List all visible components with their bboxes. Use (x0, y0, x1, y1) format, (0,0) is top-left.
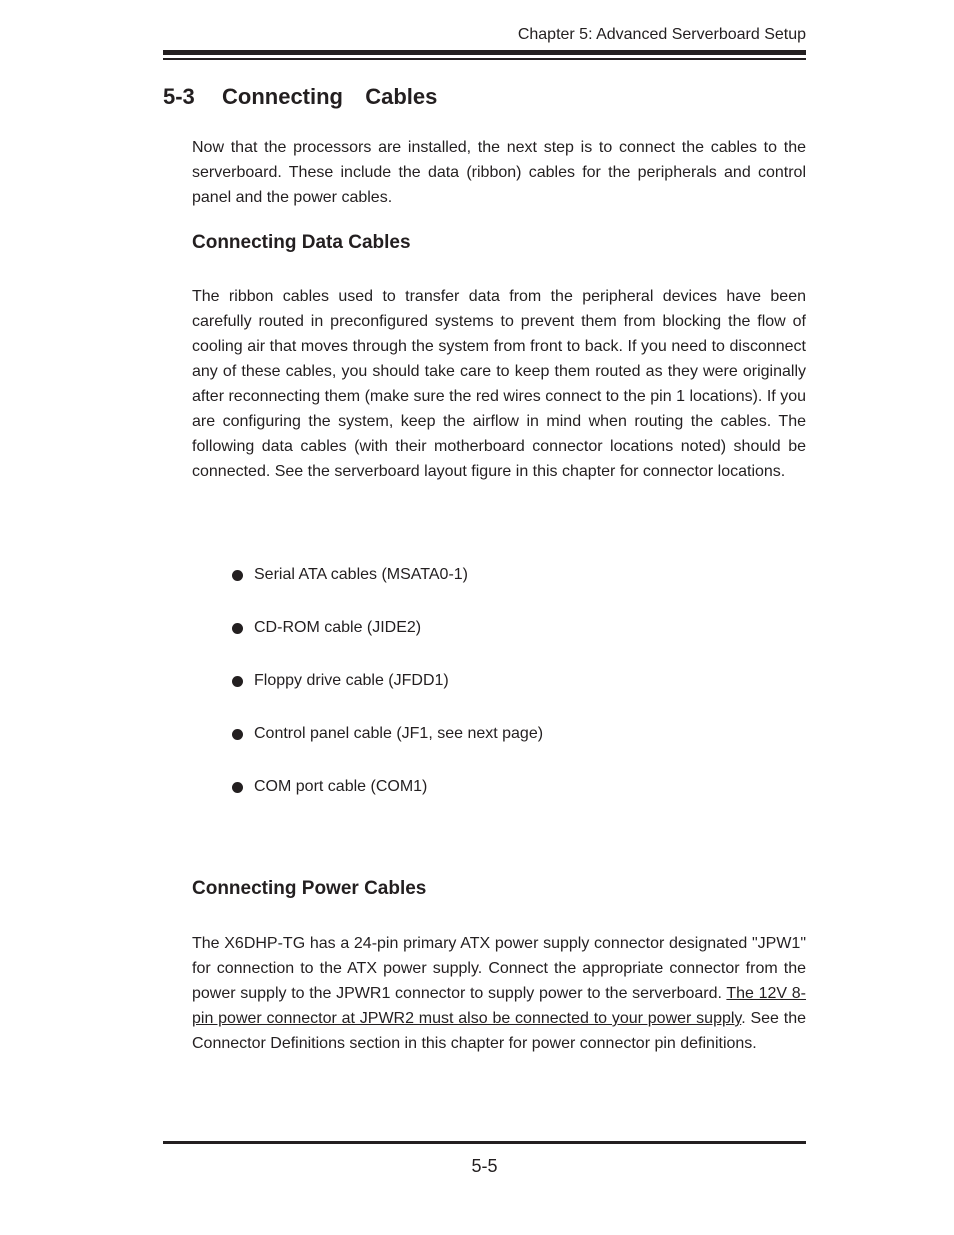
bullet-icon (232, 570, 243, 581)
list-item-text: Serial ATA cables (MSATA0-1) (254, 566, 468, 583)
section-title-text: Connecting Cables (222, 84, 438, 109)
list-item-text: CD-ROM cable (JIDE2) (254, 619, 422, 636)
bullet-icon (232, 623, 243, 634)
header-rule-thick (163, 50, 806, 55)
list-item (230, 562, 543, 615)
section-number: 5-3 (163, 84, 195, 109)
footer-rule (163, 1141, 806, 1144)
list-item (230, 721, 543, 774)
bullet-icon (232, 782, 243, 793)
power-text-part2: . See the Connector Definitions section in this chapter for power connector pin definitions. (192, 1010, 807, 1052)
power-cables-paragraph (192, 931, 806, 1056)
list-item-text: Floppy drive cable (JFDD1) (254, 672, 449, 689)
bullet-icon (232, 676, 243, 687)
header-rule-thin (163, 58, 806, 60)
data-cables-list (230, 562, 543, 827)
section-title (163, 84, 437, 110)
page-number: 5-5 (471, 1156, 498, 1176)
list-item-text: Control panel cable (JF1, see next page) (254, 725, 544, 742)
power-text-underlined: The 12V 8-pin power connector at JPWR2 must also be connected to your power supply (192, 985, 807, 1027)
list-item-text: COM port cable (COM1) (254, 778, 428, 795)
data-cables-heading: Connecting Data Cables (192, 232, 411, 253)
bullet-icon (232, 729, 243, 740)
running-header: Chapter 5: Advanced Serverboard Setup (517, 26, 806, 43)
power-text-part1: The X6DHP-TG has a 24-pin primary ATX power supply connector designated "JPW1" for connection to the ATX power supply. Connect the appropriate connector from the power supply to the JPWR1 connector to supply power to the serverboard. (192, 935, 806, 1002)
list-item (230, 615, 543, 668)
list-item (230, 668, 543, 721)
power-cables-heading: Connecting Power Cables (192, 878, 427, 899)
data-cables-paragraph: The ribbon cables used to transfer data from the peripheral devices have been carefully routed in preconfigured systems to prevent them from blocking the flow of cooling air that moves through the system from front to back. If you need to disconnect any of these cables, you should take care to keep them routed as they were originally after reconnecting them (make sure the red wires connect to the pin 1 locations). If you are configuring the system, keep the airflow in mind when routing the cables. The following data cables (with their motherboard connector locations noted) should be connected. See the serverboard layout figure in this chapter for connector locations. (192, 288, 806, 480)
intro-paragraph: Now that the processors are installed, the next step is to connect the cables to the serverboard. These include the data (ribbon) cables for the peripherals and control panel and the power cables. (192, 139, 806, 206)
list-item (230, 774, 543, 827)
